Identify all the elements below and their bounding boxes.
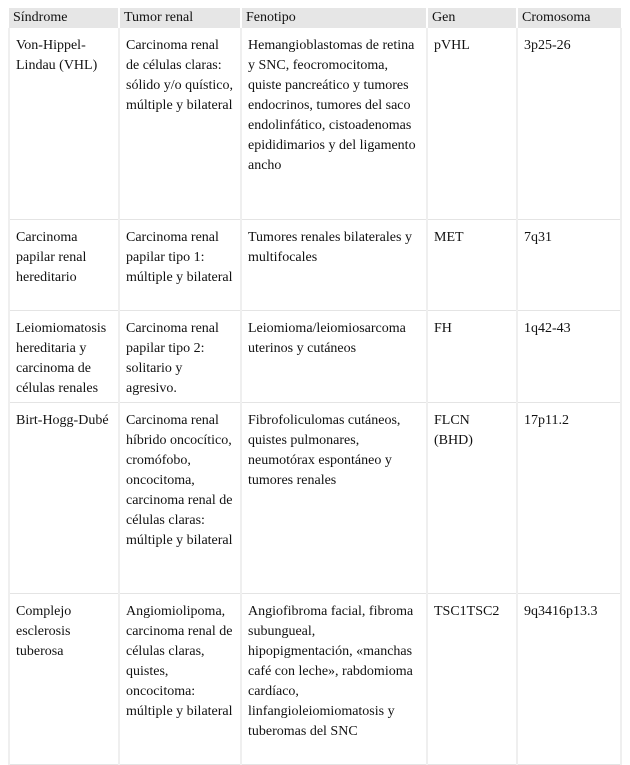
cell-renal-tumor: Carcinoma renal de células claras: sólido y/o quístico, múltiple y bilateral bbox=[119, 28, 241, 219]
cell-chromosome: 7q31 bbox=[517, 219, 621, 310]
table-row bbox=[9, 219, 621, 310]
cell-syndrome: Carcinoma papilar renal hereditario bbox=[9, 219, 119, 310]
table-header-row bbox=[9, 8, 621, 28]
cell-chromosome: 9q3416p13.3 bbox=[517, 593, 621, 764]
header-syndrome: Síndrome bbox=[9, 8, 119, 28]
header-renal-tumor: Tumor renal bbox=[119, 8, 241, 28]
cell-renal-tumor: Angiomiolipoma, carcinoma renal de células claras, quistes, oncocitoma: múltiple y bilateral bbox=[119, 593, 241, 764]
table-row bbox=[9, 310, 621, 402]
cell-phenotype: Tumores renales bilaterales y multifocales bbox=[241, 219, 427, 310]
table-row bbox=[9, 402, 621, 593]
cell-gene: FLCN (BHD) bbox=[427, 402, 517, 593]
cell-gene: TSC1TSC2 bbox=[427, 593, 517, 764]
header-phenotype: Fenotipo bbox=[241, 8, 427, 28]
cell-gene: pVHL bbox=[427, 28, 517, 219]
cell-syndrome: Birt-Hogg-Dubé bbox=[9, 402, 119, 593]
header-gene: Gen bbox=[427, 8, 517, 28]
cell-phenotype: Angiofibroma facial, fibroma subungueal, hipopigmentación, «manchas café con leche», rabdomioma cardíaco, linfangioleiomiomatosis y tuberomas del SNC bbox=[241, 593, 427, 764]
cell-syndrome: Complejo esclerosis tuberosa bbox=[9, 593, 119, 764]
cell-renal-tumor: Carcinoma renal papilar tipo 1: múltiple y bilateral bbox=[119, 219, 241, 310]
cell-chromosome: 3p25-26 bbox=[517, 28, 621, 219]
cell-syndrome: Leiomiomatosis hereditaria y carcinoma de células renales bbox=[9, 310, 119, 402]
table-row bbox=[9, 593, 621, 764]
cell-chromosome: 17p11.2 bbox=[517, 402, 621, 593]
cell-gene: MET bbox=[427, 219, 517, 310]
table-row bbox=[9, 28, 621, 219]
cell-renal-tumor: Carcinoma renal papilar tipo 2: solitario y agresivo. bbox=[119, 310, 241, 402]
header-chromosome: Cromosoma bbox=[517, 8, 621, 28]
cell-syndrome: Von-Hippel-Lindau (VHL) bbox=[9, 28, 119, 219]
cell-phenotype: Hemangioblastomas de retina y SNC, feocromocitoma, quiste pancreático y tumores endocrinos, tumores del saco endolinfático, cistoadenomas epididimarios y del ligamento ancho bbox=[241, 28, 427, 219]
cell-phenotype: Fibrofoliculomas cutáneos, quistes pulmonares, neumotórax espontáneo y tumores renales bbox=[241, 402, 427, 593]
cell-renal-tumor: Carcinoma renal híbrido oncocítico, cromófobo, oncocitoma, carcinoma renal de células claras: múltiple y bilateral bbox=[119, 402, 241, 593]
syndrome-table-container bbox=[8, 8, 620, 765]
hereditary-renal-syndromes-table bbox=[8, 8, 622, 765]
cell-gene: FH bbox=[427, 310, 517, 402]
cell-chromosome: 1q42-43 bbox=[517, 310, 621, 402]
cell-phenotype: Leiomioma/leiomiosarcoma uterinos y cutáneos bbox=[241, 310, 427, 402]
